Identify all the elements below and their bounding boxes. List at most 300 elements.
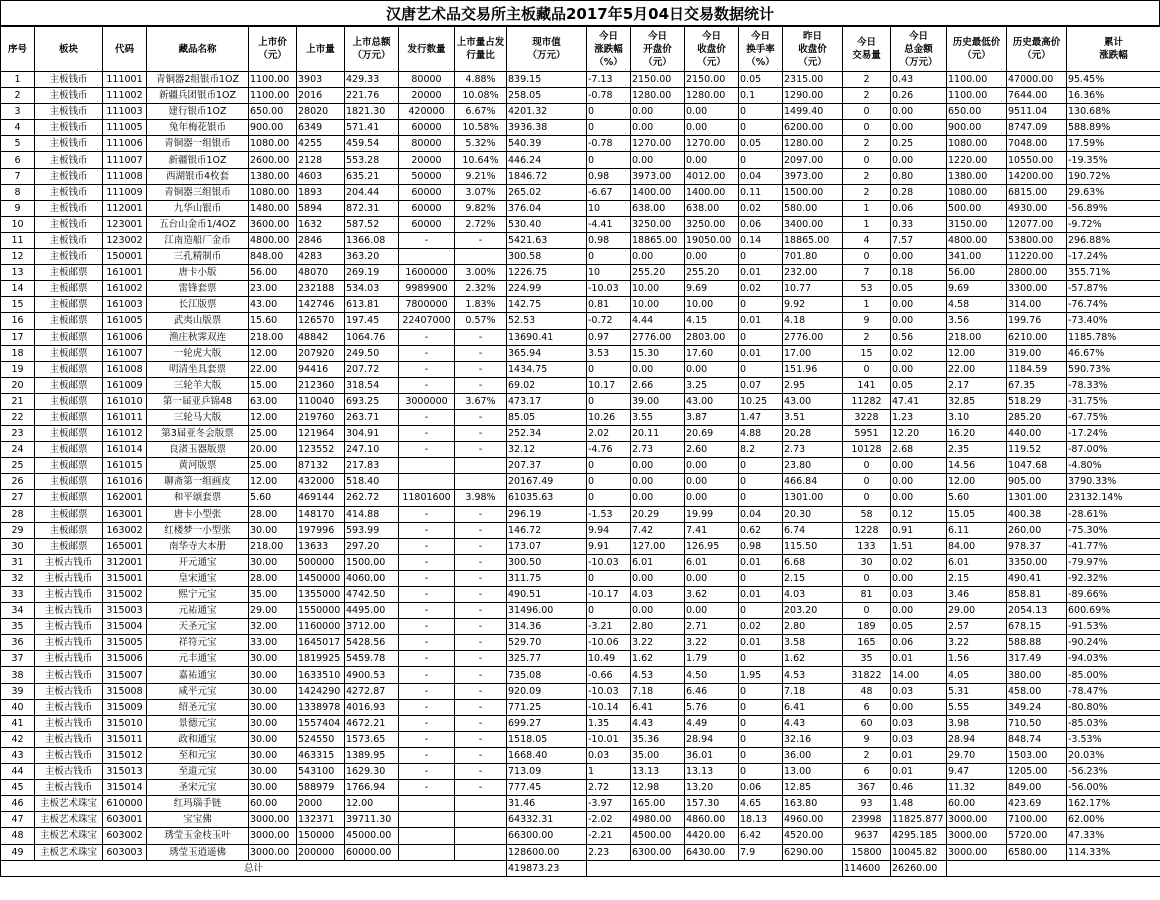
table-cell: 元丰通宝 <box>147 651 249 667</box>
table-cell: 150001 <box>103 249 147 265</box>
table-cell: -3.97 <box>587 796 631 812</box>
table-cell: 14 <box>1 281 35 297</box>
table-cell: 3.98 <box>947 715 1007 731</box>
table-cell <box>399 796 455 812</box>
table-cell: 主板古钱币 <box>35 619 103 635</box>
table-cell: 13.20 <box>685 780 739 796</box>
table-cell: 主板邮票 <box>35 345 103 361</box>
table-cell: 0.05 <box>739 136 783 152</box>
table-cell: 18865.00 <box>783 232 843 248</box>
table-cell: 2.02 <box>587 426 631 442</box>
table-cell: 明清坐具套票 <box>147 361 249 377</box>
table-cell: -6.67 <box>587 184 631 200</box>
table-cell: - <box>399 538 455 554</box>
table-cell: 400.38 <box>1007 506 1067 522</box>
table-cell: 主板古钱币 <box>35 764 103 780</box>
table-cell: 主板古钱币 <box>35 780 103 796</box>
table-cell: 20000 <box>399 152 455 168</box>
table-cell: 0.00 <box>631 361 685 377</box>
table-cell: 81 <box>843 587 891 603</box>
table-cell: 0.06 <box>739 780 783 796</box>
table-cell: 3973.00 <box>783 168 843 184</box>
table-cell: 第3届亚冬会版票 <box>147 426 249 442</box>
table-cell: - <box>455 699 507 715</box>
table-cell: 62.00% <box>1067 812 1160 828</box>
table-cell: 315006 <box>103 651 147 667</box>
table-cell: 2016 <box>297 88 345 104</box>
table-cell: - <box>399 587 455 603</box>
table-cell: 0.00 <box>631 104 685 120</box>
table-row <box>1 651 1160 667</box>
table-cell: 11825.877 <box>891 812 947 828</box>
table-cell: 161008 <box>103 361 147 377</box>
table-cell: 10045.82 <box>891 844 947 860</box>
table-cell: 1766.94 <box>345 780 399 796</box>
table-cell: 0.03 <box>891 715 947 731</box>
table-cell: 2.17 <box>947 377 1007 393</box>
table-cell: - <box>399 442 455 458</box>
table-cell: 0.00 <box>891 474 947 490</box>
table-cell: 0 <box>587 361 631 377</box>
page-title: 汉唐艺术品交易所主板藏品2017年5月04日交易数据统计 <box>0 0 1160 26</box>
table-row <box>1 281 1160 297</box>
table-row <box>1 780 1160 796</box>
table-cell: 217.83 <box>345 458 399 474</box>
table-cell: 5.31 <box>947 683 1007 699</box>
table-cell: 15.05 <box>947 506 1007 522</box>
table-cell: 142746 <box>297 297 345 313</box>
table-cell: 232188 <box>297 281 345 297</box>
table-cell: -0.66 <box>587 667 631 683</box>
table-cell: 121964 <box>297 426 345 442</box>
table-row <box>1 313 1160 329</box>
table-cell: 48 <box>843 683 891 699</box>
table-cell: 0.12 <box>891 506 947 522</box>
table-cell: 9.47 <box>947 764 1007 780</box>
table-cell: 50000 <box>399 168 455 184</box>
table-cell: 19050.00 <box>685 232 739 248</box>
table-cell: 21 <box>1 393 35 409</box>
table-cell: 咸平元宝 <box>147 683 249 699</box>
table-cell: 31822 <box>843 667 891 683</box>
table-cell: 0.01 <box>891 764 947 780</box>
table-cell: 0.02 <box>891 345 947 361</box>
table-cell: 490.51 <box>507 587 587 603</box>
table-cell: 1.79 <box>685 651 739 667</box>
table-cell: 315004 <box>103 619 147 635</box>
table-cell: -78.33% <box>1067 377 1160 393</box>
table-cell: - <box>399 747 455 763</box>
table-cell: 162.17% <box>1067 796 1160 812</box>
table-cell: 1 <box>843 216 891 232</box>
table-cell: 224.99 <box>507 281 587 297</box>
table-cell: - <box>399 603 455 619</box>
table-cell: 9.82% <box>455 200 507 216</box>
column-header: 累计 涨跌幅 <box>1067 27 1160 72</box>
table-cell: 638.00 <box>685 200 739 216</box>
table-cell: 610000 <box>103 796 147 812</box>
column-header: 上市总额 （万元） <box>345 27 399 72</box>
table-cell: 20.03% <box>1067 747 1160 763</box>
table-cell: 9.94 <box>587 522 631 538</box>
table-cell: 0.00 <box>891 699 947 715</box>
table-cell: 5951 <box>843 426 891 442</box>
table-cell: - <box>455 635 507 651</box>
table-cell: 218.00 <box>249 538 297 554</box>
table-cell: 4283 <box>297 249 345 265</box>
table-cell: 469144 <box>297 490 345 506</box>
table-cell: 4900.53 <box>345 667 399 683</box>
table-cell: 3.22 <box>631 635 685 651</box>
table-cell: 12.00 <box>947 474 1007 490</box>
table-cell: 146.72 <box>507 522 587 538</box>
table-cell: 3000.00 <box>947 812 1007 828</box>
table-cell: 3.51 <box>783 409 843 425</box>
table-cell: 203.20 <box>783 603 843 619</box>
table-cell: 1338978 <box>297 699 345 715</box>
table-cell: 7 <box>1 168 35 184</box>
table-cell: - <box>455 764 507 780</box>
table-cell: 30.00 <box>249 731 297 747</box>
table-cell: -9.72% <box>1067 216 1160 232</box>
table-cell: 114.33% <box>1067 844 1160 860</box>
table-cell: 12 <box>1 249 35 265</box>
table-cell: - <box>399 232 455 248</box>
table-cell: 主板艺术珠宝 <box>35 812 103 828</box>
table-cell: 1.62 <box>783 651 843 667</box>
table-cell: 1 <box>587 764 631 780</box>
table-cell: 0 <box>739 731 783 747</box>
table-cell: 嘉祐通宝 <box>147 667 249 683</box>
table-cell: 19 <box>1 361 35 377</box>
table-cell: 主板古钱币 <box>35 667 103 683</box>
table-cell: 12.20 <box>891 426 947 442</box>
table-cell: 162001 <box>103 490 147 506</box>
table-cell: 540.39 <box>507 136 587 152</box>
table-cell: 45000.00 <box>345 828 399 844</box>
table-cell: - <box>399 345 455 361</box>
table-cell: 255.20 <box>631 265 685 281</box>
table-cell: 主板古钱币 <box>35 683 103 699</box>
table-cell: 建行银币1OZ <box>147 104 249 120</box>
table-cell: 777.45 <box>507 780 587 796</box>
table-cell: 33 <box>1 587 35 603</box>
table-cell: 3.87 <box>685 409 739 425</box>
table-cell: 4603 <box>297 168 345 184</box>
table-cell: 4500.00 <box>631 828 685 844</box>
table-cell: 4930.00 <box>1007 200 1067 216</box>
table-cell: 197.45 <box>345 313 399 329</box>
table-cell: 4520.00 <box>783 828 843 844</box>
table-cell: 297.20 <box>345 538 399 554</box>
table-cell: 165 <box>843 635 891 651</box>
table-cell: - <box>399 554 455 570</box>
table-row <box>1 329 1160 345</box>
table-cell: 10.64% <box>455 152 507 168</box>
table-cell: 3973.00 <box>631 168 685 184</box>
table-cell: - <box>399 409 455 425</box>
table-cell: 主板邮票 <box>35 442 103 458</box>
table-cell: 15 <box>1 297 35 313</box>
table-cell: 1645017 <box>297 635 345 651</box>
table-cell: 56.00 <box>249 265 297 281</box>
table-cell: 主板古钱币 <box>35 747 103 763</box>
table-cell: 341.00 <box>947 249 1007 265</box>
table-cell: 440.00 <box>1007 426 1067 442</box>
table-cell: 80000 <box>399 136 455 152</box>
table-cell: 0.05 <box>739 72 783 88</box>
table-cell: 0.00 <box>891 120 947 136</box>
table-row <box>1 345 1160 361</box>
table-cell: -56.00% <box>1067 780 1160 796</box>
table-cell: 至道元宝 <box>147 764 249 780</box>
table-row <box>1 635 1160 651</box>
table-cell: -57.87% <box>1067 281 1160 297</box>
table-cell: 4860.00 <box>685 812 739 828</box>
table-cell: 13.13 <box>631 764 685 780</box>
table-cell: 4495.00 <box>345 603 399 619</box>
table-cell: 189 <box>843 619 891 635</box>
table-cell: 0.01 <box>739 554 783 570</box>
table-cell: 56.00 <box>947 265 1007 281</box>
table-cell: 446.24 <box>507 152 587 168</box>
table-cell: 11220.00 <box>1007 249 1067 265</box>
table-cell: 0.01 <box>739 587 783 603</box>
table-cell: 0.05 <box>891 619 947 635</box>
table-cell: 1100.00 <box>249 88 297 104</box>
table-cell: 0.04 <box>739 506 783 522</box>
table-cell: 29.00 <box>249 603 297 619</box>
table-cell: 64332.31 <box>507 812 587 828</box>
table-cell: - <box>399 619 455 635</box>
table-cell: 1080.00 <box>947 184 1007 200</box>
table-cell: 0.00 <box>631 249 685 265</box>
table-cell: 和平颂套票 <box>147 490 249 506</box>
table-cell: 6290.00 <box>783 844 843 860</box>
table-cell: 0.00 <box>685 361 739 377</box>
table-row <box>1 297 1160 313</box>
table-cell: 150000 <box>297 828 345 844</box>
table-cell: - <box>399 570 455 586</box>
table-cell: 61035.63 <box>507 490 587 506</box>
table-cell: 主板钱币 <box>35 249 103 265</box>
table-cell: 绍圣元宝 <box>147 699 249 715</box>
table-cell: 0.00 <box>891 104 947 120</box>
table-cell: - <box>455 747 507 763</box>
table-row <box>1 603 1160 619</box>
table-cell: 三轮羊大版 <box>147 377 249 393</box>
table-cell: 534.03 <box>345 281 399 297</box>
table-cell: 7.41 <box>685 522 739 538</box>
table-row <box>1 490 1160 506</box>
table-cell: 635.21 <box>345 168 399 184</box>
table-cell: 5428.56 <box>345 635 399 651</box>
table-cell: 48 <box>1 828 35 844</box>
table-cell: 6580.00 <box>1007 844 1067 860</box>
table-cell: 18 <box>1 345 35 361</box>
table-cell: - <box>455 409 507 425</box>
table-cell: 314.00 <box>1007 297 1067 313</box>
table-cell: 主板古钱币 <box>35 731 103 747</box>
table-cell: -4.41 <box>587 216 631 232</box>
table-cell: 37 <box>1 651 35 667</box>
table-cell: 12.00 <box>249 345 297 361</box>
column-header: 历史最低价 （元） <box>947 27 1007 72</box>
table-cell: 主板钱币 <box>35 152 103 168</box>
table-cell: 2.95 <box>783 377 843 393</box>
table-row <box>1 168 1160 184</box>
table-cell: - <box>399 651 455 667</box>
table-cell: 0 <box>843 458 891 474</box>
table-cell: 7.42 <box>631 522 685 538</box>
table-row <box>1 522 1160 538</box>
table-cell: 1499.40 <box>783 104 843 120</box>
table-cell: 29.00 <box>947 603 1007 619</box>
table-cell: 2.15 <box>947 570 1007 586</box>
table-cell: 3.00% <box>455 265 507 281</box>
table-cell: 6.42 <box>739 828 783 844</box>
table-cell: 至和元宝 <box>147 747 249 763</box>
table-cell: 22407000 <box>399 313 455 329</box>
table-cell: 197996 <box>297 522 345 538</box>
table-cell: 2315.00 <box>783 72 843 88</box>
table-cell: 主板古钱币 <box>35 699 103 715</box>
table-cell: -73.40% <box>1067 313 1160 329</box>
table-cell: 315010 <box>103 715 147 731</box>
table-cell: 8.2 <box>739 442 783 458</box>
table-cell: 111005 <box>103 120 147 136</box>
table-cell: 2.71 <box>685 619 739 635</box>
table-cell: 701.80 <box>783 249 843 265</box>
table-cell: 60000.00 <box>345 844 399 860</box>
table-cell: 2 <box>843 88 891 104</box>
table-cell: 315011 <box>103 731 147 747</box>
table-cell: 735.08 <box>507 667 587 683</box>
table-cell: 588.88 <box>1007 635 1067 651</box>
table-cell: 190.72% <box>1067 168 1160 184</box>
table-cell: 23 <box>1 426 35 442</box>
table-cell: 0.00 <box>631 474 685 490</box>
table-cell: 31.46 <box>507 796 587 812</box>
table-cell: 6.01 <box>631 554 685 570</box>
table-cell: -89.66% <box>1067 587 1160 603</box>
column-header: 序号 <box>1 27 35 72</box>
table-row <box>1 764 1160 780</box>
table-cell: 414.88 <box>345 506 399 522</box>
table-cell: 0 <box>739 490 783 506</box>
table-cell: 0.00 <box>631 152 685 168</box>
table-cell: 163.80 <box>783 796 843 812</box>
table-cell: 613.81 <box>345 297 399 313</box>
table-cell: 132371 <box>297 812 345 828</box>
table-cell: 主板邮票 <box>35 329 103 345</box>
table-cell: 1633510 <box>297 667 345 683</box>
table-cell: 650.00 <box>249 104 297 120</box>
table-cell: 262.72 <box>345 490 399 506</box>
table-cell: 25.00 <box>249 458 297 474</box>
table-cell: 4.43 <box>631 715 685 731</box>
table-cell: 3.46 <box>947 587 1007 603</box>
table-cell: 17 <box>1 329 35 345</box>
table-cell: 0.05 <box>891 281 947 297</box>
table-cell: 2776.00 <box>631 329 685 345</box>
table-cell: 9.69 <box>947 281 1007 297</box>
table-cell <box>455 796 507 812</box>
table-row <box>1 731 1160 747</box>
table-cell: 3.67% <box>455 393 507 409</box>
table-cell: 3000.00 <box>249 844 297 860</box>
table-cell: 0.33 <box>891 216 947 232</box>
table-cell: 5459.78 <box>345 651 399 667</box>
table-cell: 710.50 <box>1007 715 1067 731</box>
table-cell: 1.48 <box>891 796 947 812</box>
table-cell: - <box>399 522 455 538</box>
table-cell: 285.20 <box>1007 409 1067 425</box>
table-cell: 0.02 <box>739 619 783 635</box>
table-cell: 14200.00 <box>1007 168 1067 184</box>
table-cell: 580.00 <box>783 200 843 216</box>
table-cell: 13.00 <box>783 764 843 780</box>
table-cell: 60 <box>843 715 891 731</box>
table-cell: 2.57 <box>947 619 1007 635</box>
table-cell: 0.97 <box>587 329 631 345</box>
table-cell: 26 <box>1 474 35 490</box>
table-cell: 699.27 <box>507 715 587 731</box>
table-cell: 380.00 <box>1007 667 1067 683</box>
table-cell: 1220.00 <box>947 152 1007 168</box>
table-cell: 18865.00 <box>631 232 685 248</box>
column-header: 今日 换手率 （%） <box>739 27 783 72</box>
table-cell: 5.55 <box>947 699 1007 715</box>
table-cell: 0.00 <box>631 603 685 619</box>
table-cell: 30.00 <box>249 764 297 780</box>
table-cell: - <box>455 731 507 747</box>
table-cell: 6 <box>1 152 35 168</box>
column-header: 今日 交易量 <box>843 27 891 72</box>
table-cell: 232.00 <box>783 265 843 281</box>
table-cell: 490.41 <box>1007 570 1067 586</box>
table-cell: -91.53% <box>1067 619 1160 635</box>
table-row <box>1 812 1160 828</box>
table-cell: 713.09 <box>507 764 587 780</box>
table-cell: 1518.05 <box>507 731 587 747</box>
table-cell: 1080.00 <box>249 136 297 152</box>
table-cell: 0.80 <box>891 168 947 184</box>
table-cell: 主板邮票 <box>35 506 103 522</box>
table-cell: 0.00 <box>891 603 947 619</box>
total-market-value: 419873.23 <box>507 860 587 876</box>
table-row <box>1 796 1160 812</box>
table-row <box>1 458 1160 474</box>
table-cell: 0.00 <box>891 490 947 506</box>
table-row <box>1 200 1160 216</box>
table-cell: - <box>399 699 455 715</box>
table-cell: 32 <box>1 570 35 586</box>
table-cell: 312001 <box>103 554 147 570</box>
table-cell: - <box>399 329 455 345</box>
table-cell: 主板邮票 <box>35 474 103 490</box>
table-cell: 141 <box>843 377 891 393</box>
table-cell: 30.00 <box>249 683 297 699</box>
table-row <box>1 152 1160 168</box>
table-cell: 420000 <box>399 104 455 120</box>
column-header: 发行数量 <box>399 27 455 72</box>
table-cell: 1480.00 <box>249 200 297 216</box>
table-cell: 571.41 <box>345 120 399 136</box>
table-cell: 红楼梦一小型张 <box>147 522 249 538</box>
table-cell: 22.00 <box>249 361 297 377</box>
table-cell: 熙宁元宝 <box>147 587 249 603</box>
